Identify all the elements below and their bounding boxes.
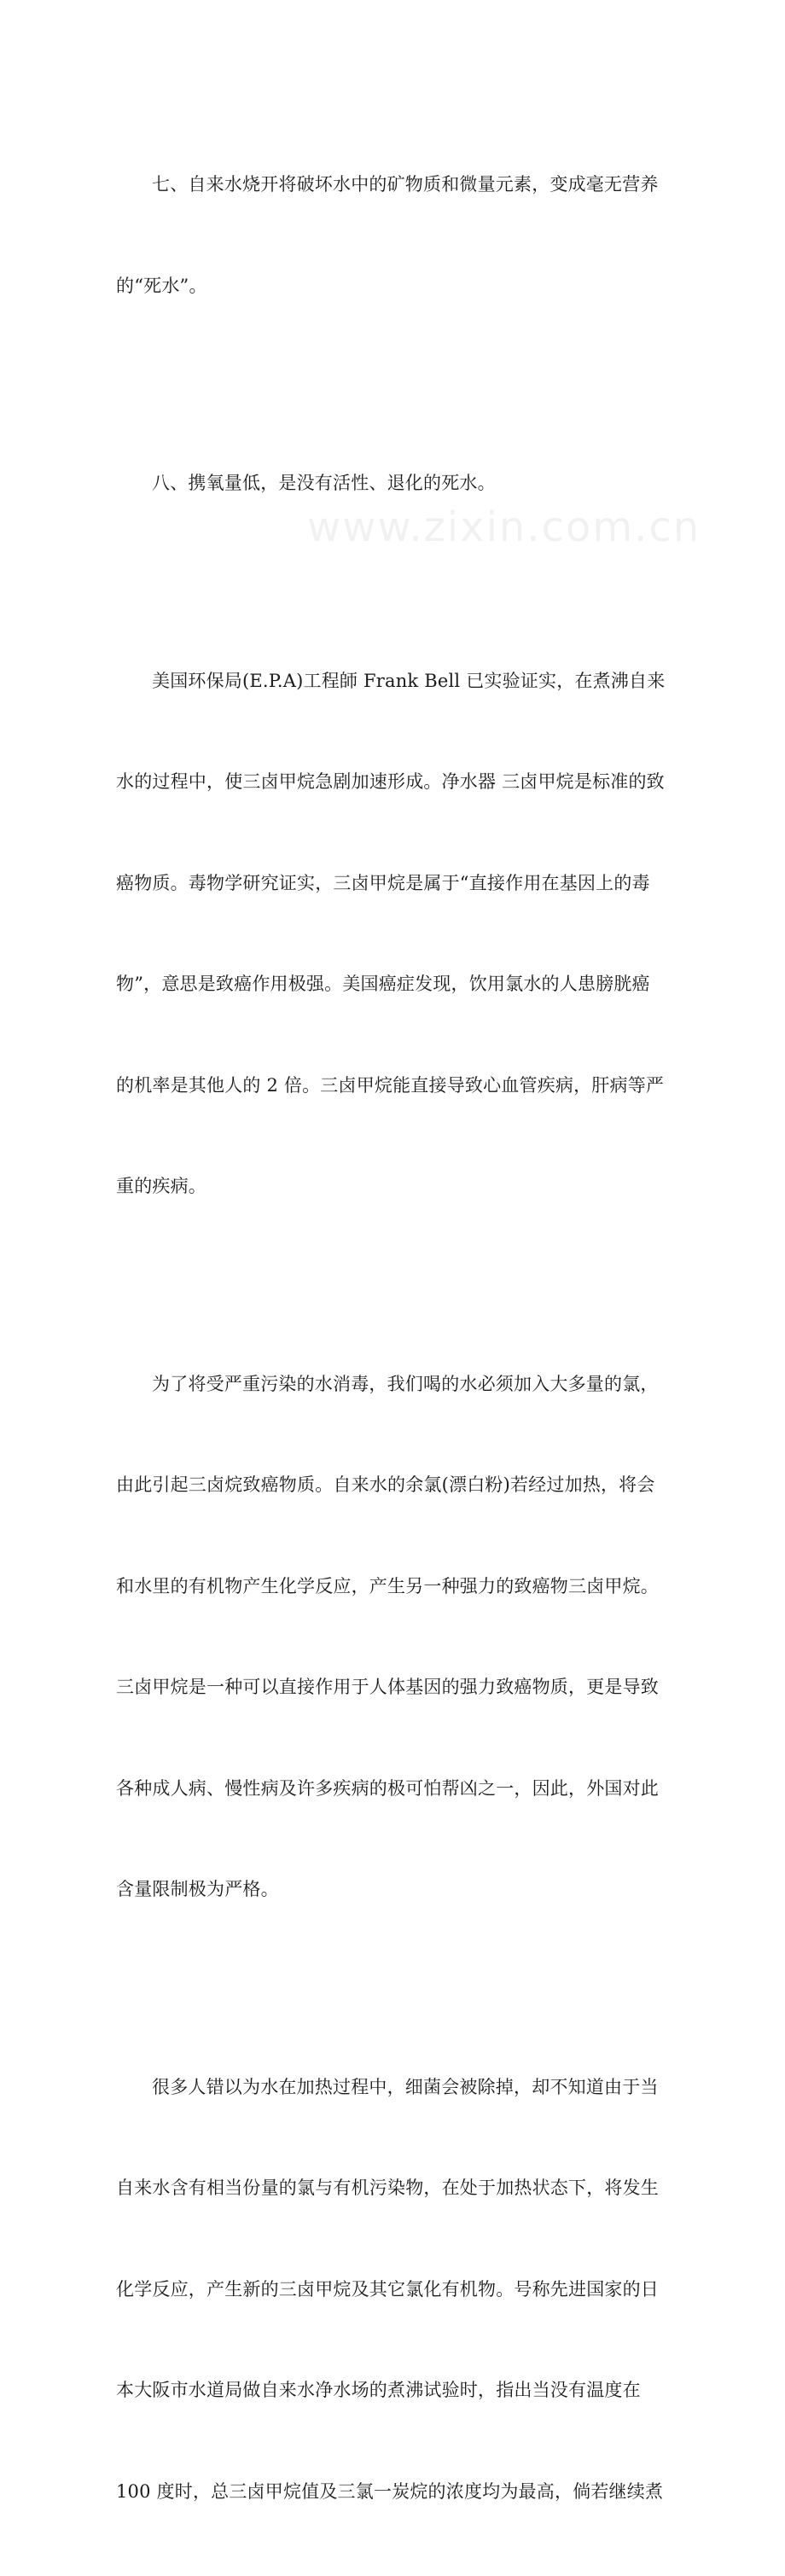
paragraph-chlorine-disinfection	[116, 1300, 674, 1974]
paragraph-line: 和水里的有机物产生化学反应，产生另一种强力的致癌物三卤甲烷。	[116, 1570, 674, 1604]
paragraph-line: 三卤甲烷是一种可以直接作用于人体基因的强力致癌物质，更是导致	[116, 1671, 674, 1705]
document-body	[116, 101, 674, 2576]
paragraph-line: 的“死水”。	[116, 270, 674, 304]
paragraph-epa-trihalomethane	[116, 597, 674, 1271]
document-page	[0, 0, 785, 1111]
paragraph-line: 美国环保局(E.P.A)工程師 Frank Bell 已实验证实，在煮沸自来	[116, 665, 674, 699]
paragraph-line: 为了将受严重污染的水消毒，我们喝的水必须加入大多量的氯，	[116, 1368, 674, 1402]
paragraph-line: 自来水含有相当份量的氯与有机污染物，在处于加热状态下，将发生	[116, 2172, 674, 2206]
paragraph-heating-misconception	[116, 2003, 674, 2576]
paragraph-line: 物”，意思是致癌作用极强。美国癌症发现，饮用氯水的人患膀胱癌	[116, 968, 674, 1002]
watermark: www.zixin.com.cn	[307, 503, 701, 551]
paragraph-line: 很多人错以为水在加热过程中，细菌会被除掉，却不知道由于当	[116, 2071, 674, 2105]
paragraph-line: 100 度时，总三卤甲烷值及三氯一炭烷的浓度均为最高，倘若继续煮	[116, 2475, 674, 2509]
paragraph-line: 各种成人病、慢性病及许多疾病的极可怕帮凶之一，因此，外国对此	[116, 1772, 674, 1806]
paragraph-line: 本大阪市水道局做自来水净水场的煮沸试验时，指出当没有温度在	[116, 2374, 674, 2408]
paragraph-line: 由此引起三卤烷致癌物质。自来水的余氯(漂白粉)若经过加热，将会	[116, 1468, 674, 1503]
paragraph-line: 八、携氧量低，是没有活性、退化的死水。	[116, 467, 674, 501]
paragraph-7-mineral-loss	[116, 101, 674, 370]
paragraph-8-low-oxygen	[116, 399, 674, 568]
paragraph-line: 的机率是其他人的 2 倍。三卤甲烷能直接导致心血管疾病，肝病等严	[116, 1069, 674, 1103]
paragraph-line: 化学反应，产生新的三卤甲烷及其它氯化有机物。号称先进国家的日	[116, 2273, 674, 2307]
paragraph-line: 含量限制极为严格。	[116, 1873, 674, 1907]
paragraph-line: 水的过程中，使三卤甲烷急剧加速形成。净水器 三卤甲烷是标准的致	[116, 765, 674, 800]
paragraph-line: 重的疾病。	[116, 1170, 674, 1204]
paragraph-line: 癌物质。毒物学研究证实，三卤甲烷是属于“直接作用在基因上的毒	[116, 867, 674, 901]
paragraph-line: 七、自来水烧开将破坏水中的矿物质和微量元素，变成毫无营养	[116, 168, 674, 202]
